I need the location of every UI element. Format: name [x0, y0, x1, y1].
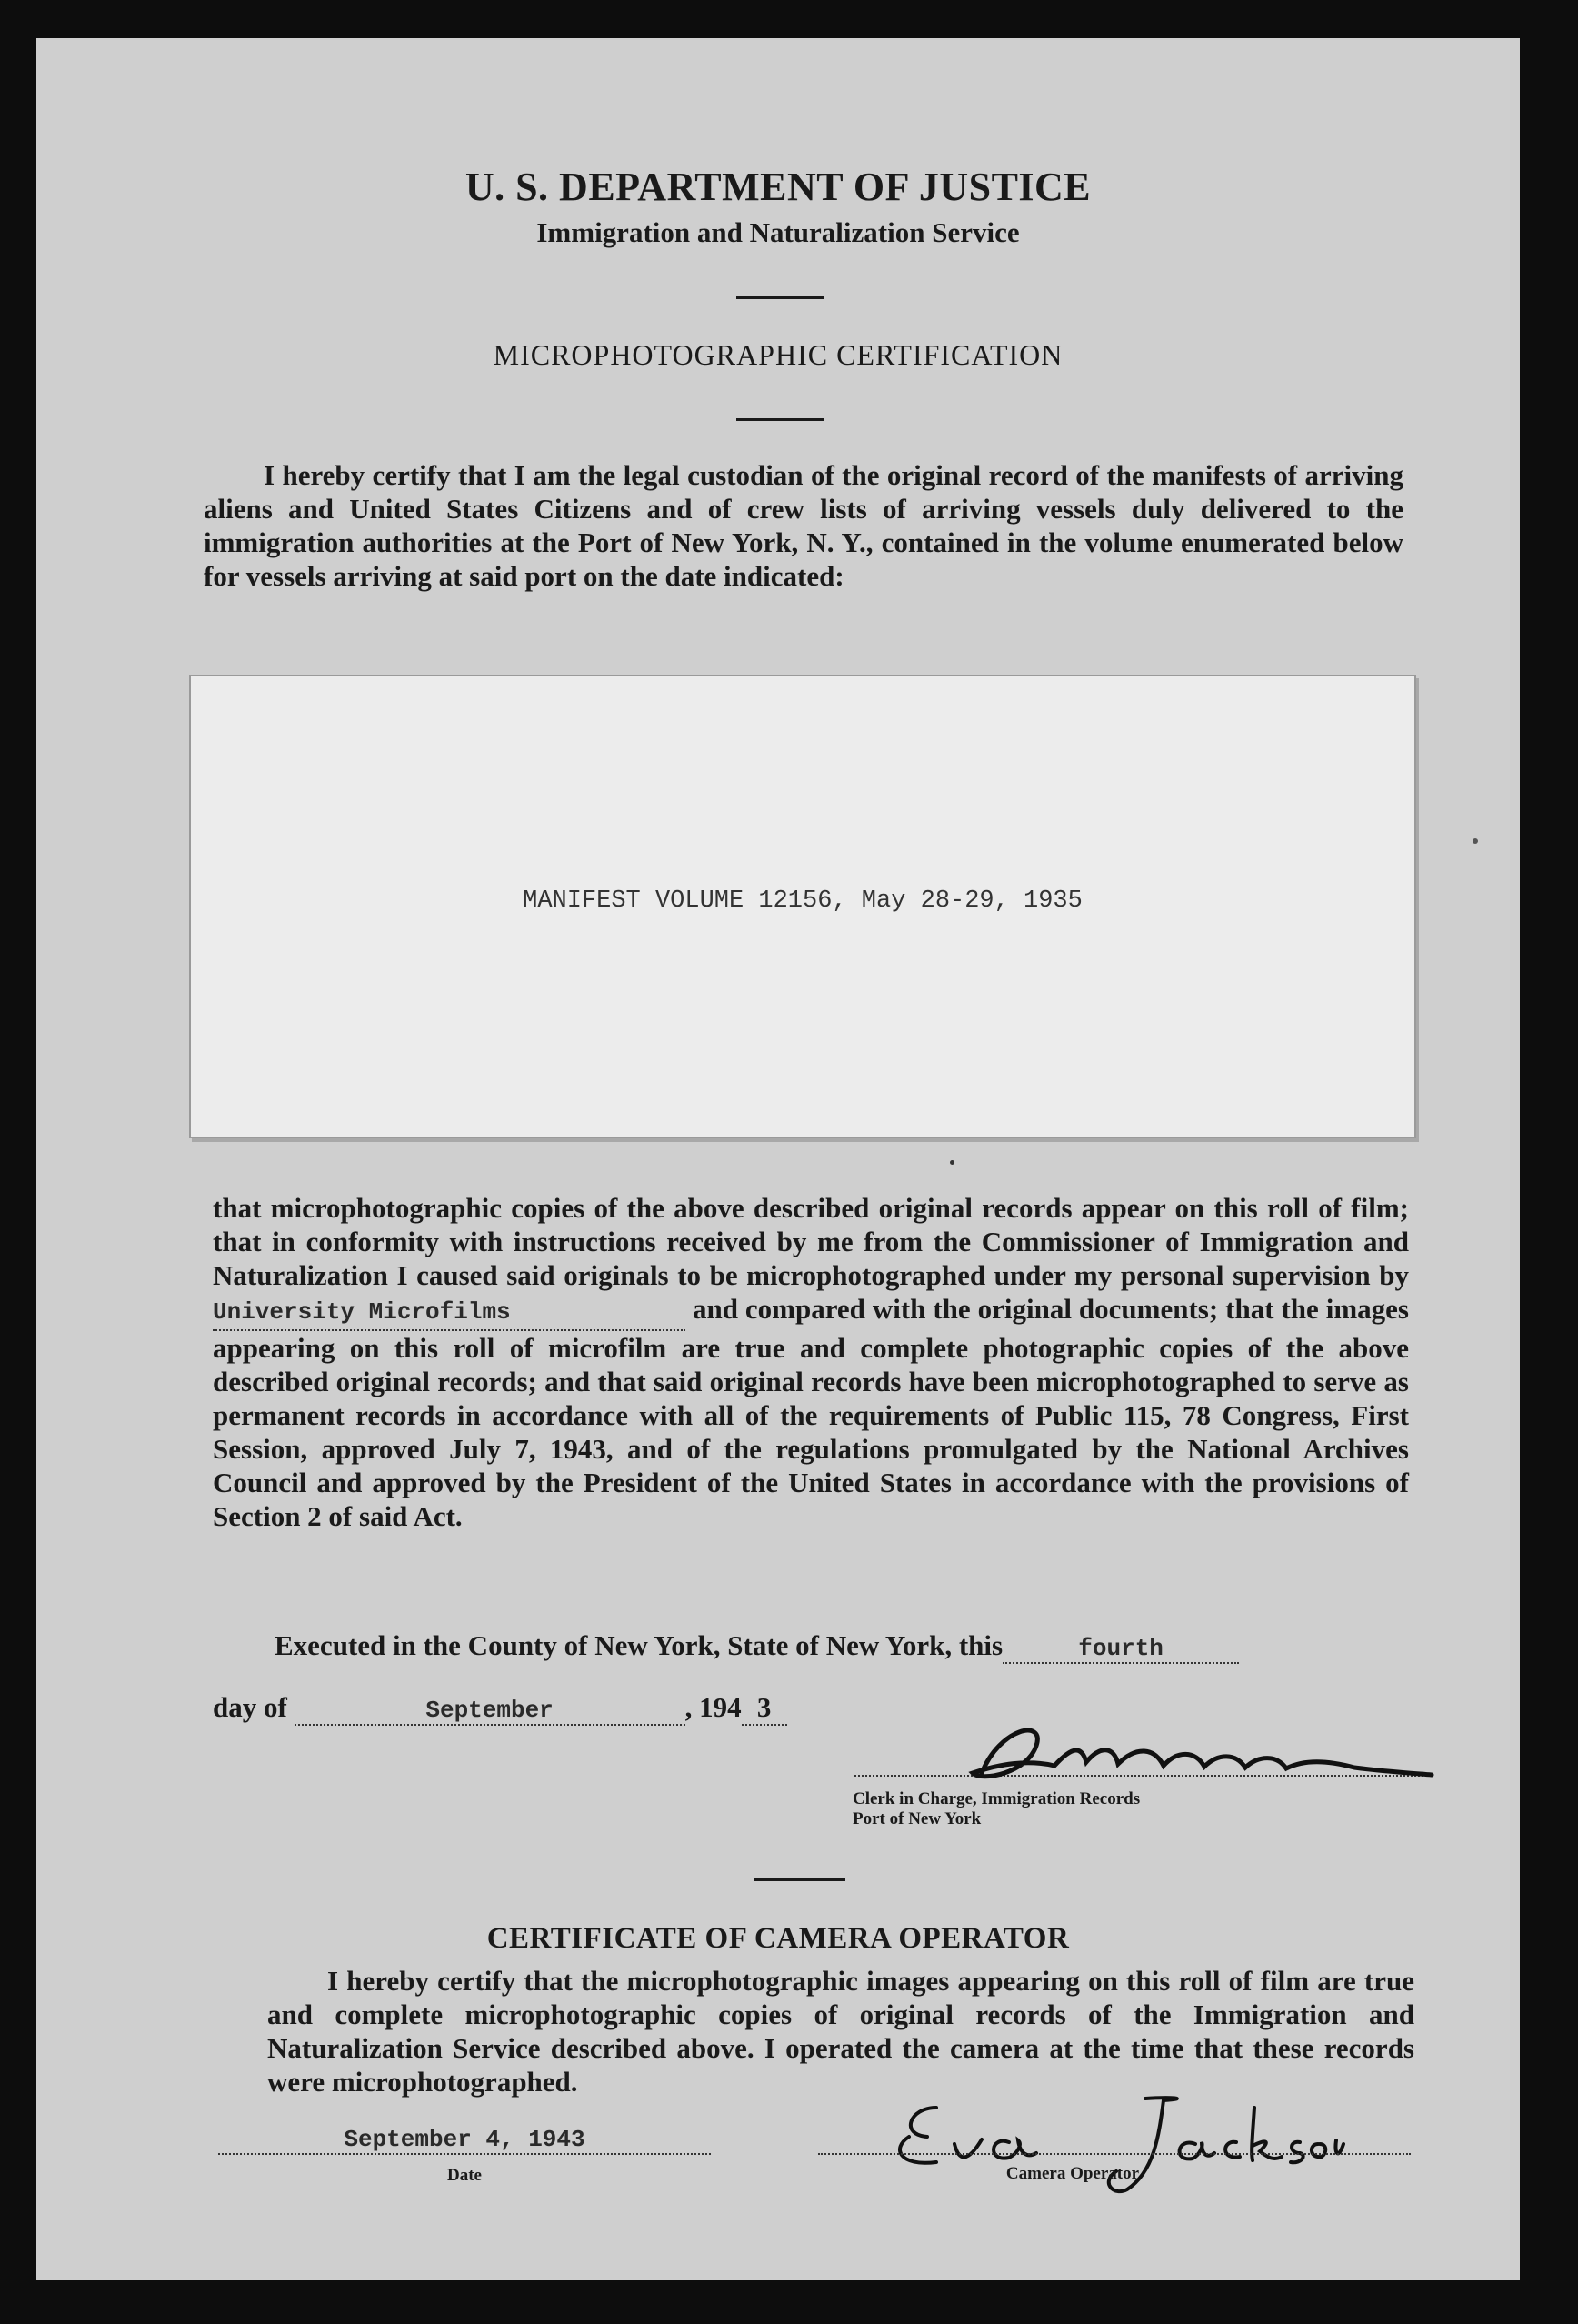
camera-date-caption: Date [447, 2166, 482, 2185]
operator-signature-line [818, 2153, 1411, 2155]
clerk-caption-port: Port of New York [853, 1809, 982, 1828]
year-prefix: , 194 [684, 1691, 742, 1723]
camera-date-value: September 4, 1943 [344, 2126, 585, 2153]
clerk-caption-title: Clerk in Charge, Immigration Records [853, 1789, 1141, 1808]
body-paragraph [213, 1191, 1409, 1533]
date-line [213, 1691, 787, 1726]
year-digit: 3 [756, 1691, 772, 1723]
microfilmer-value: University Microfilms [213, 1298, 511, 1326]
department-title: U. S. DEPARTMENT OF JUSTICE [464, 165, 1092, 209]
operator-caption: Camera Operator [1005, 2164, 1140, 2183]
scan-speck [950, 1160, 954, 1165]
day-blank [1003, 1629, 1239, 1664]
clerk-signature-icon [945, 1709, 1436, 1791]
execution-line [275, 1629, 1239, 1664]
month-blank [295, 1691, 685, 1726]
clerk-caption [853, 1789, 1140, 1829]
service-subtitle: Immigration and Naturalization Service [536, 216, 1020, 248]
manifest-label: MANIFEST VOLUME 12156, May 28-29, 1935 [523, 887, 1083, 915]
execution-prefix: Executed in the County of New York, State of New York, this [275, 1629, 1004, 1661]
scan-speck [1473, 838, 1478, 844]
certificate-page [36, 38, 1520, 2280]
day-prefix: day of [213, 1691, 287, 1723]
year-blank [742, 1691, 787, 1726]
camera-certificate-title: CERTIFICATE OF CAMERA OPERATOR [486, 1922, 1070, 1955]
divider [736, 418, 824, 421]
divider [736, 296, 824, 299]
divider [754, 1878, 845, 1881]
intro-paragraph: I hereby certify that I am the legal custodian of the original record of the manifests of arriving aliens and United States Citizens and of crew lists of arriving vessels duly delivered to the immigration authorities at the Port of New York, N. Y., contained in the volume enumerated below for vessels arriving at said port on the date indicated: [204, 459, 1403, 592]
camera-paragraph: I hereby certify that the microphotographic images appearing on this roll of film are true and complete microphotographic copies of original records of the Immigration and Naturalization Service described above. I operated the camera at the time that these records were microphotographed. [267, 1965, 1414, 2098]
microfilmer-blank [213, 1292, 685, 1331]
month-value: September [425, 1697, 554, 1724]
day-value: fourth [1078, 1635, 1164, 1662]
body-text-part2: and compared with the original documents; that the images appearing on this roll of microfilm are true and complete photographic copies of the above described original records; and that said original records have been microphotographed to serve as permanent records in accordance with all of the requirements of Public 115, 78 Congress, First Session, approved July 7, 1943, and of the regulations promulgated by the National Archives Council and approved by the President of the United States in accordance with the provisions of Section 2 of said Act. [213, 1293, 1409, 1532]
camera-date-line [218, 2153, 711, 2155]
manifest-card [189, 675, 1416, 1138]
certification-title: MICROPHOTOGRAPHIC CERTIFICATION [493, 338, 1064, 371]
body-text-part1: that microphotographic copies of the above described original records appear on this roll of film; that in conformity with instructions received by me from the Commissioner of Immigration and Naturalization I caused said originals to be microphotographed under my personal supervision by [213, 1192, 1409, 1291]
